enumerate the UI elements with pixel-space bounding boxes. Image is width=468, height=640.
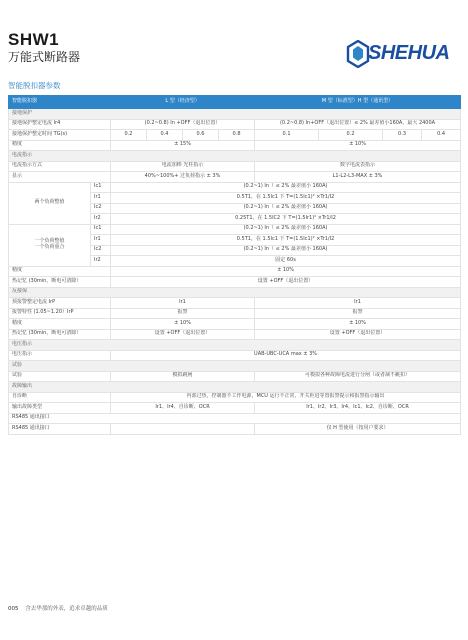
table-row bbox=[9, 350, 461, 361]
param-cell: 输出故障类型 bbox=[9, 403, 111, 414]
table-row bbox=[9, 224, 461, 235]
section-cell: 反接保 bbox=[9, 287, 461, 298]
value-cell: 可模拟各种故障电流进行分闸（或者减不跳扣） bbox=[255, 371, 461, 382]
table-row bbox=[9, 413, 461, 424]
table-row bbox=[9, 182, 461, 193]
logo-emblem-icon bbox=[346, 40, 370, 68]
value-cell: 仅 H 型使用（按用户要求） bbox=[255, 424, 461, 435]
param-cell: 自诊断 bbox=[9, 392, 111, 403]
table-row bbox=[9, 329, 461, 340]
param-cell: 接地保护整定电流 Ir4 bbox=[9, 119, 111, 130]
param-cell: 精度 bbox=[9, 319, 111, 330]
product-model: SHW1 bbox=[8, 30, 60, 49]
value-cell: 模拟跳闸 bbox=[111, 371, 255, 382]
value-cell: 0.6 bbox=[183, 130, 219, 141]
param-cell: 精度 bbox=[9, 140, 111, 151]
value-cell: (0.2~0.8) In+OFF（退出位置）≤ 2% 最差值小160A，最大 2400A bbox=[255, 119, 461, 130]
value-cell: 0.4 bbox=[422, 130, 461, 141]
value-cell: 0.5T1，在 1.5Ic1 下 T=(1.5Ic1)² ×Tr1/I2 bbox=[111, 235, 461, 246]
value-cell: ± 10% bbox=[255, 140, 461, 151]
footer-slogan: 含去华那的外表，追求卓越的品质 bbox=[25, 606, 108, 612]
section-cell: 电流指示 bbox=[9, 151, 461, 162]
value-cell: Ir1、Ir4、自诊断、OCR bbox=[111, 403, 255, 414]
header-cell: M 型（标准型）H 型（通讯型） bbox=[255, 96, 461, 109]
table-row bbox=[9, 277, 461, 288]
company-logo bbox=[346, 38, 462, 70]
table-row bbox=[9, 319, 461, 330]
product-name: 万能式断路器 bbox=[8, 50, 81, 64]
param-cell: RS485 通讯接口 bbox=[9, 424, 111, 435]
param-cell: 试验 bbox=[9, 371, 111, 382]
symbol-cell: Ic1 bbox=[91, 224, 111, 235]
symbol-cell: Ic2 bbox=[91, 245, 111, 256]
table-row bbox=[9, 392, 461, 403]
value-cell: 0.25T1，在 1.5IC2 下 T=(1.5Ir1)² ×Tr1/I2 bbox=[111, 214, 461, 225]
table-row bbox=[9, 140, 461, 151]
section-title: 智能脱扣器参数 bbox=[8, 81, 61, 90]
value-cell: 0.5T1，在 1.5Ic1 下 T=(1.5Ic1)² ×Tr1/I2 bbox=[111, 193, 461, 204]
value-cell: Ir1、Ir2、Ir3、Ir4、Ic1、Ic2、自诊断、OCR bbox=[255, 403, 461, 414]
table-row bbox=[9, 298, 461, 309]
table-row bbox=[9, 119, 461, 130]
value-cell: (0.2~1) In（ ≤ 2% 最差值小 160A) bbox=[111, 224, 461, 235]
value-cell: (0.2~0.8) In +OFF（退出位置） bbox=[111, 119, 255, 130]
param-cell: 精度 bbox=[9, 266, 111, 277]
page-footer bbox=[8, 604, 108, 612]
value-cell: 0.3 bbox=[383, 130, 422, 141]
value-cell: 0.1 bbox=[255, 130, 319, 141]
section-cell: 接地保护 bbox=[9, 109, 461, 120]
table-header-row bbox=[9, 96, 461, 109]
param-cell: 接地保护整定时间 TG(s) bbox=[9, 130, 111, 141]
symbol-cell: Ir1 bbox=[91, 193, 111, 204]
section-row bbox=[9, 340, 461, 351]
section-row bbox=[9, 361, 461, 372]
param-cell: 报警特性 (1.05~1.20）IrP bbox=[9, 308, 111, 319]
symbol-cell: Ic1 bbox=[91, 182, 111, 193]
value-cell: 0.4 bbox=[147, 130, 183, 141]
section-row bbox=[9, 382, 461, 393]
table-row bbox=[9, 403, 461, 414]
trip-unit-parameter-table bbox=[8, 95, 461, 435]
param-cell: 显示 bbox=[9, 172, 111, 183]
value-cell: UAB-UBC-UCA max ± 3% bbox=[111, 350, 461, 361]
symbol-cell: Ir2 bbox=[91, 214, 111, 225]
page-number: 005 bbox=[8, 606, 19, 612]
symbol-cell: Ic2 bbox=[91, 203, 111, 214]
param-cell: 电压指示 bbox=[9, 350, 111, 361]
header-cell: 智能脱扣器 bbox=[9, 96, 111, 109]
value-cell: (0.2~1) In（ ≤ 2% 最差值小 160A) bbox=[111, 203, 461, 214]
value-cell: ± 10% bbox=[111, 319, 255, 330]
param-cell: RS485 通讯接口 bbox=[9, 413, 461, 424]
symbol-cell: Ir1 bbox=[91, 235, 111, 246]
param-cell: 电流指示方式 bbox=[9, 161, 111, 172]
table-row bbox=[9, 161, 461, 172]
value-cell: 报警 bbox=[255, 308, 461, 319]
table-row bbox=[9, 130, 461, 141]
value-cell: 0.8 bbox=[219, 130, 255, 141]
section-cell: 电压指示 bbox=[9, 340, 461, 351]
value-cell: 数字电流表指示 bbox=[255, 161, 461, 172]
value-cell: 设置 +OFF（退出位置） bbox=[111, 277, 461, 288]
section-row bbox=[9, 151, 461, 162]
table-row bbox=[9, 266, 461, 277]
table-row bbox=[9, 172, 461, 183]
value-cell: 电流加棒 光柱指示 bbox=[111, 161, 255, 172]
symbol-cell: Ir2 bbox=[91, 256, 111, 267]
group-label-cell: 一个负荷整值 一个负荷重合 bbox=[9, 224, 91, 266]
value-cell: ± 15% bbox=[111, 140, 255, 151]
section-row bbox=[9, 287, 461, 298]
value-cell: 设置 +OFF（退出位置） bbox=[111, 329, 255, 340]
value-cell: L1-L2-L3-MAX ± 3% bbox=[255, 172, 461, 183]
value-cell: Ir1 bbox=[111, 298, 255, 309]
value-cell bbox=[111, 424, 255, 435]
value-cell: (0.2~1) In（ ≤ 2% 最差值小 160A) bbox=[111, 245, 461, 256]
value-cell: 设置 +OFF（退出位置） bbox=[255, 329, 461, 340]
value-cell: 报警 bbox=[111, 308, 255, 319]
value-cell: 0.2 bbox=[319, 130, 383, 141]
section-row bbox=[9, 109, 461, 120]
logo-wordmark: SHEHUA bbox=[368, 42, 450, 64]
value-cell: 40%~100%+ 过负荷指示 ± 3% bbox=[111, 172, 255, 183]
param-cell: 热记忆 (30min，断电可清除） bbox=[9, 329, 111, 340]
group-label-cell: 两个负荷整值 bbox=[9, 182, 91, 224]
value-cell: 固定 60s bbox=[111, 256, 461, 267]
value-cell: ± 10% bbox=[255, 319, 461, 330]
table-row bbox=[9, 424, 461, 435]
param-cell: 热记忆 (30min，断电可清除） bbox=[9, 277, 111, 288]
param-cell: 预报警整定电流 IrP bbox=[9, 298, 111, 309]
value-cell: ± 10% bbox=[111, 266, 461, 277]
value-cell: 0.2 bbox=[111, 130, 147, 141]
value-cell: Ir1 bbox=[255, 298, 461, 309]
table-row bbox=[9, 371, 461, 382]
header-cell: L 型（经济型） bbox=[111, 96, 255, 109]
value-cell: 内部过热，控制器不工作电源，MCU 运行不正常，开关柜进等置报警提示和报警指示输出 bbox=[111, 392, 461, 403]
value-cell: (0.2~1) In（ ≤ 2% 最差值小 160A) bbox=[111, 182, 461, 193]
section-cell: 试验 bbox=[9, 361, 461, 372]
section-cell: 故障输出 bbox=[9, 382, 461, 393]
table-row bbox=[9, 308, 461, 319]
